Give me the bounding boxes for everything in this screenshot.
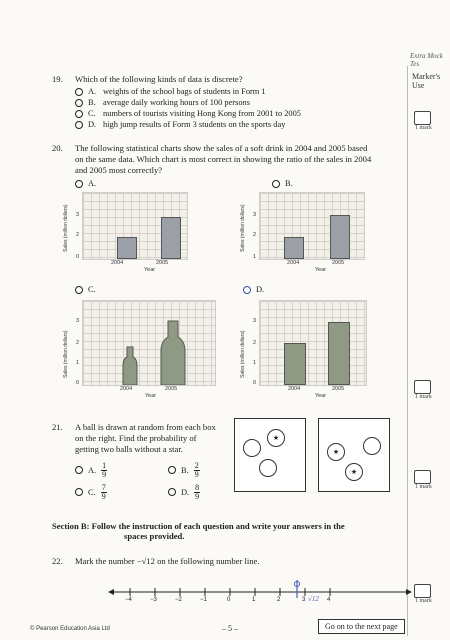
tick-label: 2005 bbox=[165, 386, 178, 392]
tick-label: 1 bbox=[253, 360, 257, 366]
tick-label: 2005 bbox=[156, 260, 169, 266]
ball-with-star bbox=[345, 463, 363, 481]
q21-option-d[interactable]: D. $\frac{8}{9}$ bbox=[168, 482, 200, 502]
radio-icon[interactable] bbox=[75, 286, 83, 294]
chart-a bbox=[82, 192, 188, 260]
q20-option-b[interactable]: B. bbox=[272, 178, 293, 189]
fraction: $\frac{1}{9}$ bbox=[102, 460, 107, 479]
radio-icon[interactable] bbox=[75, 121, 83, 129]
q22-text: Mark the number −√12 on the following number line. bbox=[75, 556, 260, 566]
x-axis-label: Year bbox=[145, 393, 157, 399]
bar-2005 bbox=[330, 215, 350, 259]
tick-label: 3 bbox=[253, 318, 257, 324]
q19-number: 19. bbox=[52, 74, 63, 84]
q20-option-d[interactable]: D. bbox=[243, 284, 264, 295]
publisher: © Pearson Education Asia Ltd bbox=[30, 626, 110, 632]
mark-label: 1 mark bbox=[415, 598, 432, 604]
tick-label: 2004 bbox=[287, 260, 300, 266]
star-icon: ★ bbox=[332, 448, 340, 456]
box-left bbox=[234, 418, 306, 492]
q21-number: 21. bbox=[52, 422, 63, 432]
tick-label: 2004 bbox=[111, 260, 124, 266]
ball-with-star bbox=[327, 443, 345, 461]
q19-option-d[interactable]: D. high jump results of Form 3 students on the sports day bbox=[75, 119, 301, 130]
radio-icon[interactable] bbox=[75, 88, 83, 96]
tick-label: 3 bbox=[76, 318, 80, 324]
ball-with-star bbox=[267, 429, 285, 447]
ball bbox=[243, 439, 261, 457]
bottle-pictogram bbox=[83, 301, 215, 385]
y-axis-label: Sales (million dollars) bbox=[63, 330, 69, 378]
tick-label: 0 bbox=[76, 254, 80, 260]
markers-use-label: Marker's Use bbox=[412, 72, 441, 90]
q21-text: A ball is drawn at random from each box on the right. Find the probability of getting two balls without a star. bbox=[75, 422, 216, 454]
y-axis-label: Sales (million dollars) bbox=[240, 330, 246, 378]
tick-label: 2 bbox=[76, 232, 80, 238]
y-axis-label: Sales (million dollars) bbox=[63, 204, 69, 252]
radio-icon[interactable] bbox=[168, 488, 176, 496]
y-axis-label: Sales (million dollars) bbox=[240, 204, 246, 252]
radio-icon[interactable] bbox=[168, 466, 176, 474]
q19-option-c[interactable]: C. numbers of tourists visiting Hong Kong from 2001 to 2005 bbox=[75, 108, 301, 119]
x-axis-label: Year bbox=[315, 267, 327, 273]
bar-2005 bbox=[161, 217, 181, 259]
tick-label: 3 bbox=[76, 212, 80, 218]
tick-label: 2005 bbox=[332, 386, 345, 392]
radio-icon[interactable] bbox=[75, 110, 83, 118]
q19-option-b[interactable]: B. average daily working hours of 100 persons bbox=[75, 97, 301, 108]
q19-option-a[interactable]: A. weights of the school bags of students in Form 1 bbox=[75, 86, 301, 97]
tick-label: 2 bbox=[253, 232, 257, 238]
q20-option-c[interactable]: C. bbox=[75, 284, 96, 295]
margin-rule bbox=[407, 66, 408, 636]
radio-icon[interactable] bbox=[75, 488, 83, 496]
bar-2004 bbox=[284, 237, 304, 259]
number-line-ticks: −4 −3 −2 −1 0 1 2 3 4 bbox=[125, 597, 331, 603]
box-right bbox=[318, 418, 390, 492]
chart-d bbox=[259, 300, 367, 386]
tick-label: 2004 bbox=[288, 386, 301, 392]
star-icon: ★ bbox=[272, 434, 280, 442]
fraction: $\frac{8}{9}$ bbox=[195, 482, 200, 501]
mark-box[interactable] bbox=[414, 584, 431, 598]
fraction: $\frac{2}{9}$ bbox=[194, 460, 199, 479]
radio-icon[interactable] bbox=[75, 99, 83, 107]
star-icon: ★ bbox=[350, 468, 358, 476]
tick-label: 1 bbox=[253, 254, 257, 260]
q21-option-b[interactable]: B. $\frac{2}{9}$ bbox=[168, 460, 200, 480]
q19-text: Which of the following kinds of data is discrete? bbox=[75, 74, 243, 84]
tick-label: 2 bbox=[76, 340, 80, 346]
ball bbox=[259, 459, 277, 477]
radio-icon[interactable] bbox=[75, 466, 83, 474]
mark-label: 1 mark bbox=[415, 125, 432, 131]
q21-option-a[interactable]: A. $\frac{1}{9}$ bbox=[75, 460, 107, 480]
tick-label: 2 bbox=[253, 340, 257, 346]
q20-number: 20. bbox=[52, 143, 63, 153]
tick-label: 0 bbox=[76, 380, 80, 386]
x-axis-label: Year bbox=[315, 393, 327, 399]
exam-title: Extra Mock Tes bbox=[410, 52, 443, 68]
tick-label: 2005 bbox=[332, 260, 345, 266]
mark-box[interactable] bbox=[414, 111, 431, 125]
chart-b bbox=[259, 192, 365, 260]
q22-number: 22. bbox=[52, 556, 63, 566]
q19-options bbox=[75, 86, 301, 130]
section-b-heading: Section B: Follow the instruction of each question and write your answers in the spaces provided. bbox=[52, 521, 345, 541]
tick-label: 2004 bbox=[120, 386, 133, 392]
fraction: $\frac{7}{9}$ bbox=[101, 482, 106, 501]
radio-icon[interactable] bbox=[272, 180, 280, 188]
bar-2004 bbox=[284, 343, 306, 385]
tick-label: 1 bbox=[76, 360, 80, 366]
radio-icon[interactable] bbox=[243, 286, 251, 294]
page-number: – 5 – bbox=[222, 624, 238, 633]
chart-c bbox=[82, 300, 216, 386]
tick-label: 3 bbox=[253, 212, 257, 218]
handwritten-answer: √12 bbox=[308, 595, 319, 603]
q20-text: The following statistical charts show the sales of a soft drink in 2004 and 2005 based on the same data. Which chart is most correct in showing the ratio of the sales in 2004 and 2005 most correctly? bbox=[75, 143, 372, 175]
bar-2005 bbox=[328, 322, 350, 385]
mark-box[interactable] bbox=[414, 380, 431, 394]
next-page-notice: Go on to the next page bbox=[318, 619, 405, 634]
radio-icon[interactable] bbox=[75, 180, 83, 188]
tick-label: 0 bbox=[253, 380, 257, 386]
q21-option-c[interactable]: C. $\frac{7}{9}$ bbox=[75, 482, 107, 502]
mark-label: 1 mark bbox=[415, 484, 432, 490]
x-axis-label: Year bbox=[144, 267, 156, 273]
ball bbox=[363, 437, 381, 455]
mark-label: 1 mark bbox=[415, 394, 432, 400]
mark-box[interactable] bbox=[414, 470, 431, 484]
q20-option-a[interactable]: A. bbox=[75, 178, 96, 189]
bar-2004 bbox=[117, 237, 137, 259]
